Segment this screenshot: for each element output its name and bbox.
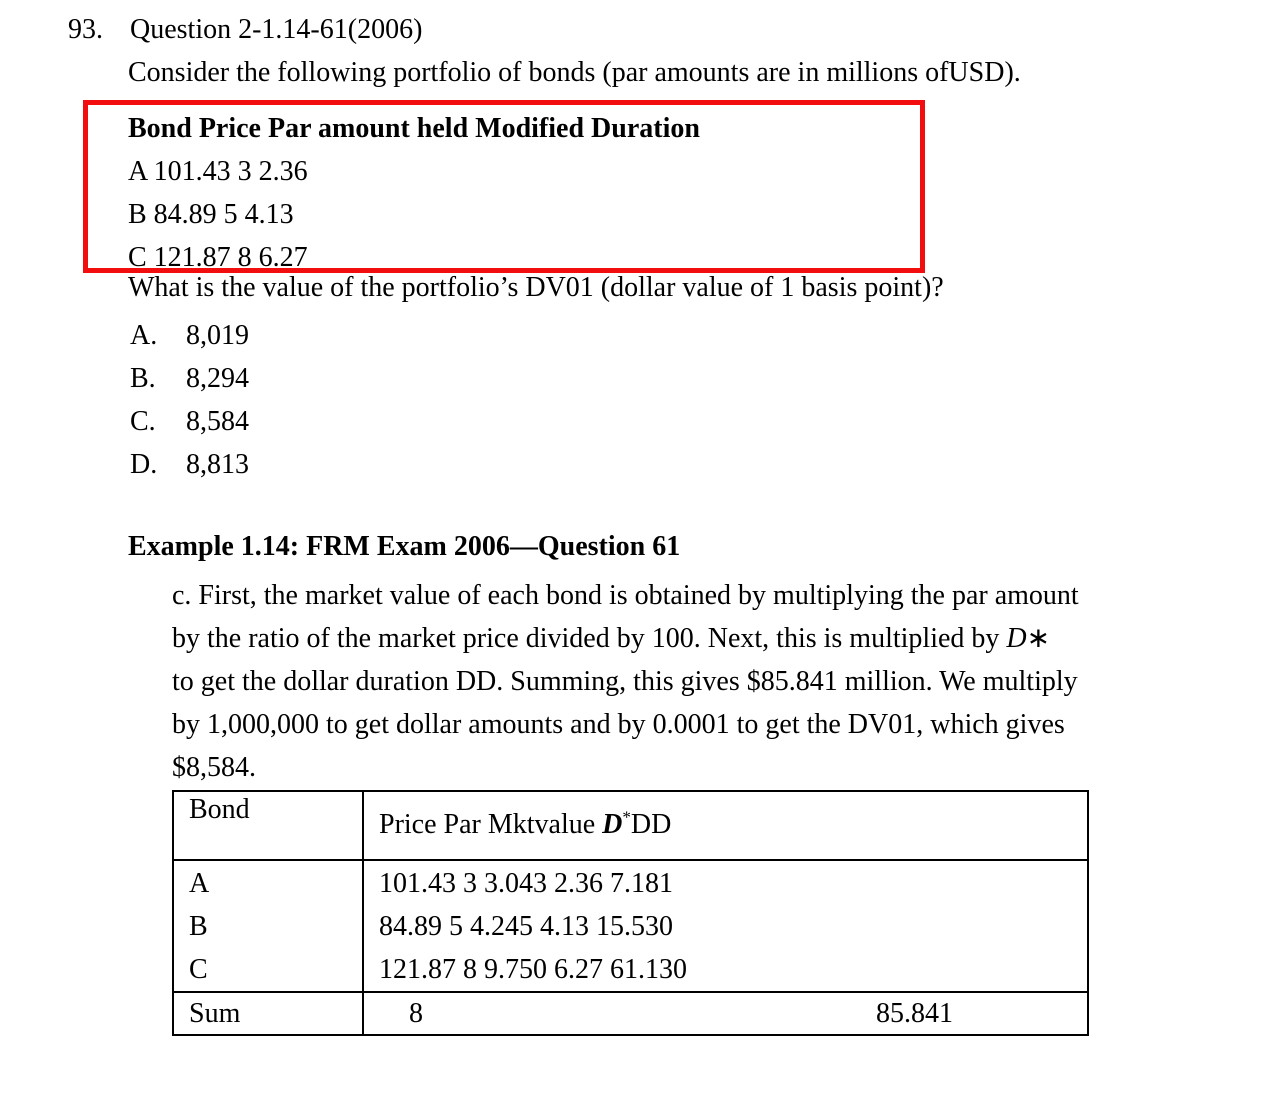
options-list bbox=[130, 314, 249, 486]
example-line: by 1,000,000 to get dollar amounts and by 0.0001 to get the DV01, which gives bbox=[172, 709, 1065, 740]
example-heading: Example 1.14: FRM Exam 2006—Question 61 bbox=[128, 531, 681, 562]
solution-table bbox=[172, 790, 1089, 1036]
table-header-text: DD bbox=[630, 809, 672, 840]
highlight-box bbox=[83, 100, 925, 273]
example-body bbox=[172, 574, 1079, 789]
sum-values bbox=[363, 992, 1088, 1035]
option-letter: A. bbox=[130, 320, 158, 351]
example-line: to get the dollar duration DD. Summing, this gives $85.841 million. We multiply bbox=[172, 666, 1078, 697]
bond-label: A bbox=[189, 868, 210, 899]
table-bond-labels bbox=[173, 860, 363, 992]
highlight-box-row: A 101.43 3 2.36 bbox=[128, 156, 308, 187]
option-d bbox=[130, 443, 249, 486]
option-b bbox=[130, 357, 249, 400]
sum-dd-total: 85.841 bbox=[876, 998, 953, 1029]
option-letter: C. bbox=[130, 406, 156, 437]
option-c bbox=[130, 400, 249, 443]
option-value: 8,813 bbox=[186, 449, 249, 480]
duration-variable: D bbox=[1006, 623, 1027, 654]
highlight-box-row: B 84.89 5 4.13 bbox=[128, 199, 294, 230]
bond-data: 84.89 5 4.245 4.13 15.530 bbox=[379, 911, 673, 942]
question-number: 93. bbox=[68, 14, 103, 45]
option-value: 8,584 bbox=[186, 406, 249, 437]
duration-superscript: * bbox=[622, 807, 631, 827]
sum-par-total: 8 bbox=[409, 998, 423, 1029]
table-bond-data bbox=[363, 860, 1088, 992]
highlight-box-row: C 121.87 8 6.27 bbox=[128, 242, 308, 273]
option-letter: B. bbox=[130, 363, 156, 394]
option-value: 8,019 bbox=[186, 320, 249, 351]
table-body-row bbox=[173, 860, 1088, 992]
highlight-box-header: Bond Price Par amount held Modified Duration bbox=[128, 113, 700, 144]
table-header-bond: Bond bbox=[173, 791, 363, 860]
modified-duration-symbol: D bbox=[602, 809, 623, 840]
table-sum-row bbox=[173, 992, 1088, 1035]
bond-label: C bbox=[189, 954, 208, 985]
table-header-text: Price Par Mktvalue bbox=[379, 809, 603, 840]
bond-data: 121.87 8 9.750 6.27 61.130 bbox=[379, 954, 687, 985]
option-value: 8,294 bbox=[186, 363, 249, 394]
table-header-columns bbox=[363, 791, 1088, 860]
intro-text: Consider the following portfolio of bonds (par amounts are in millions ofUSD). bbox=[128, 57, 1021, 88]
asterisk-operator: ∗ bbox=[1026, 623, 1051, 654]
example-line: c. First, the market value of each bond is obtained by multiplying the par amount bbox=[172, 580, 1079, 611]
option-letter: D. bbox=[130, 449, 158, 480]
sum-label: Sum bbox=[173, 992, 363, 1035]
option-a bbox=[130, 314, 249, 357]
question-text: What is the value of the portfolio’s DV01 (dollar value of 1 basis point)? bbox=[128, 272, 944, 303]
example-line: $8,584. bbox=[172, 752, 256, 783]
bond-label: B bbox=[189, 911, 208, 942]
example-line-text: by the ratio of the market price divided by 100. Next, this is multiplied by bbox=[172, 623, 1007, 654]
table-header-row bbox=[173, 791, 1088, 860]
bond-data: 101.43 3 3.043 2.36 7.181 bbox=[379, 868, 673, 899]
example-line bbox=[172, 617, 1079, 660]
question-title: Question 2-1.14-61(2006) bbox=[130, 14, 423, 45]
